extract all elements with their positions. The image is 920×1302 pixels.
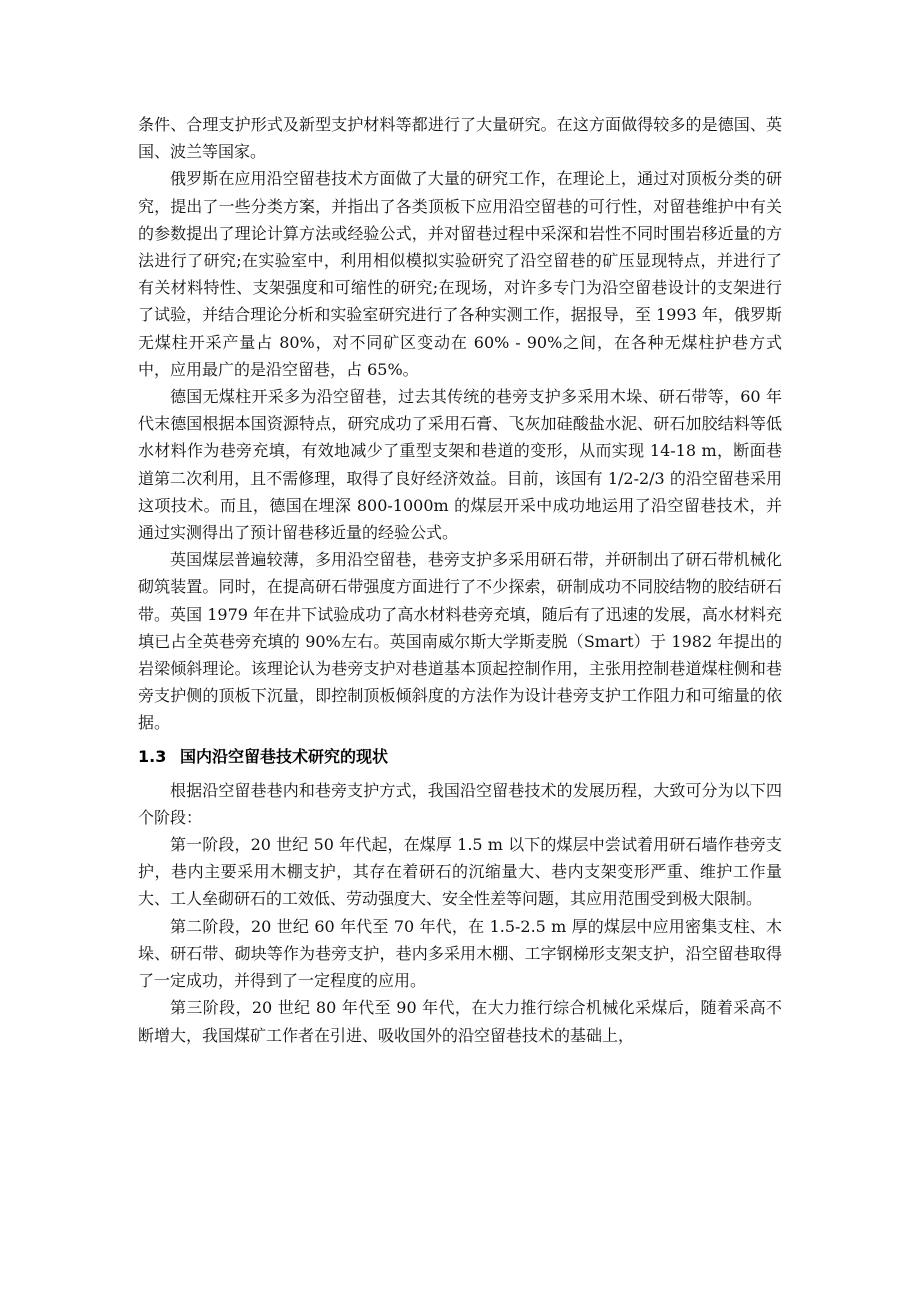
paragraph-stage-one: 第一阶段，20 世纪 50 年代起，在煤厚 1.5 m 以下的煤层中尝试着用研石墙作巷旁支护，巷内主要采用木棚支护，其存在着研石的沉缩量大、巷内支架变形严重、维护工作量大、工人垒砌研石的工效低、劳动强度大、安全性差等问题，其应用范围受到极大限制。 <box>138 835 782 909</box>
section-title: 国内沿空留巷技术研究的现状 <box>180 746 389 766</box>
paragraph-germany: 德国无煤柱开采多为沿空留巷，过去其传统的巷旁支护多采用木垛、研石带等，60 年代末德国根据本国资源特点，研究成功了采用石膏、飞灰加硅酸盐水泥、研石加胶结料等低水材料作为巷旁充填，有效地减少了重型支架和巷道的变形，从而实现 14-18 m，断面巷道第二次利用，且不需修理，取得了良好经济效益。目前，该国有 1/2-2/3 的沿空留巷采用这项技术。而且，德国在埋深 800-1000m 的煤层开采中成功地运用了沿空留巷技术，并通过实测得出了预计留巷移近量的经验公式。 <box>138 387 782 543</box>
paragraph-stage-two: 第二阶段，20 世纪 60 年代至 70 年代，在 1.5-2.5 m 厚的煤层中应用密集支柱、木垛、研石带、砌块等作为巷旁支护，巷内多采用木棚、工字钢梯形支架支护，沿空留巷取得了一定成功，并得到了一定程度的应用。 <box>138 916 782 991</box>
paragraph-continuation: 条件、合理支护形式及新型支护材料等都进行了大量研究。在这方面做得较多的是德国、英国、波兰等国家。 <box>138 115 782 162</box>
section-heading <box>138 743 782 770</box>
paragraph-stages-intro: 根据沿空留巷巷内和巷旁支护方式，我国沿空留巷技术的发展历程，大致可分为以下四个阶段： <box>138 780 782 827</box>
section-number: 1.3 <box>138 746 167 766</box>
paragraph-russia: 俄罗斯在应用沿空留巷技术方面做了大量的研究工作，在理论上，通过对顶板分类的研究，提出了一些分类方案，并指出了各类顶板下应用沿空留巷的可行性，对留巷维护中有关的参数提出了理论计算方法或经验公式，并对留巷过程中采深和岩性不同时围岩移近量的方法进行了研究;在实验室中，利用相似模拟实验研究了沿空留巷的矿压显现特点，并进行了有关材料特性、支架强度和可缩性的研究;在现场，对许多专门为沿空留巷设计的支架进行了试验，并结合理论分析和实验室研究进行了各种实测工作，据报导，至 1993 年，俄罗斯无煤柱开采产量占 80%，对不同矿区变动在 60% - 90%之间，在各种无煤柱护巷方式中，应用最广的是沿空留巷，占 65%。 <box>138 169 782 379</box>
paragraph-stage-three: 第三阶段，20 世纪 80 年代至 90 年代，在大力推行综合机械化采煤后，随着采高不断增大，我国煤矿工作者在引进、吸收国外的沿空留巷技术的基础上， <box>138 998 782 1045</box>
paragraph-uk: 英国煤层普遍较薄，多用沿空留巷，巷旁支护多采用研石带，并研制出了研石带机械化砌筑装置。同时，在提高研石带强度方面进行了不少探索，研制成功不同胶结物的胶结研石带。英国 1979 年在井下试验成功了高水材料巷旁充填，随后有了迅速的发展，高水材料充填已占全英巷旁充填的 90%左右。英国南威尔斯大学斯麦脱（Smart）于 1982 年提出的岩梁倾斜理论。该理论认为巷旁支护对巷道基本顶起控制作用，主张用控制巷道煤柱侧和巷旁支护侧的顶板下沉量，即控制顶板倾斜度的方法作为设计巷旁支护工作阻力和可缩量的依据。 <box>138 550 782 733</box>
document-body <box>138 111 782 1049</box>
